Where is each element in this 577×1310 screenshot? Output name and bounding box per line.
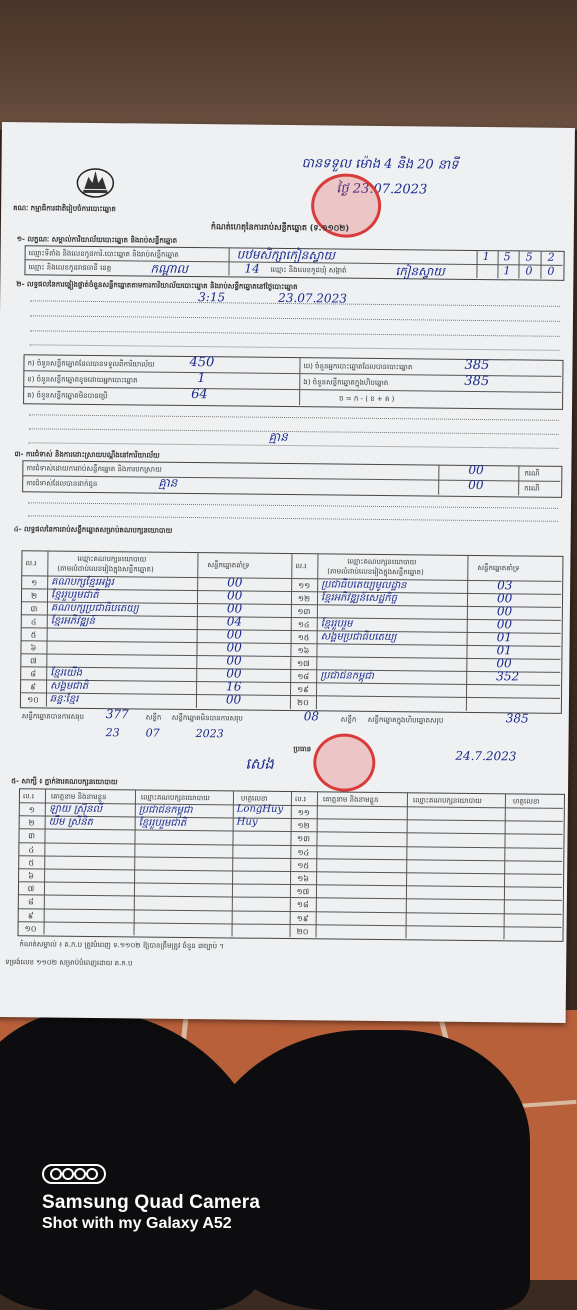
w-left-col-no: ល.រ bbox=[22, 792, 35, 801]
party-row-votes: 01 bbox=[496, 643, 512, 658]
witness-row-sign: Huy bbox=[236, 816, 258, 828]
total-valid-label: សន្លឹកឆ្នោតបានការសរុប bbox=[21, 712, 85, 721]
angkor-emblem-icon bbox=[74, 163, 116, 199]
witness-row-name: ឡាយ ស្រ៊ុនលី bbox=[48, 803, 103, 816]
line-e-value: 385 bbox=[464, 373, 490, 390]
left-col-votes: សន្លឹកឆ្នោតគាំទ្រ bbox=[207, 561, 250, 570]
party-row-name: គណបក្សខ្មែរអង្គរ bbox=[51, 576, 115, 589]
witness-row-no: ១៨ bbox=[296, 900, 309, 910]
witness-row-no: ២០ bbox=[296, 926, 309, 937]
total-invalid-unit: សន្លឹក bbox=[340, 715, 357, 724]
party-row-votes: 03 bbox=[497, 578, 513, 593]
witness-row-party: ខ្មែររួបរួមជាតិ bbox=[138, 817, 187, 830]
line-c-label: គ) ចំនួនសន្លឹកឆ្នោតមិនបានប្រើ bbox=[27, 391, 108, 401]
witness-row-no: ៥ bbox=[28, 858, 35, 868]
party-row-name: ខ្មែររួបរួម bbox=[320, 618, 353, 630]
line-f-formula: ច = ក - ( ខ + គ ) bbox=[339, 394, 395, 404]
w-right-col-sign: ហត្ថលេខា bbox=[512, 797, 540, 806]
location-value: បឋមសិក្សាកៀនស្វាយ bbox=[236, 247, 336, 263]
party-row-votes: 00 bbox=[496, 617, 513, 632]
commune-code-2: 0 bbox=[525, 264, 533, 278]
party-row-name: គណបក្សប្រជាធិបតេយ្យ bbox=[50, 602, 139, 615]
witness-row-no: ២ bbox=[28, 818, 35, 828]
party-row-name: ខ្មែរអភិវឌ្ឍន៍សេដ្ឋកិច្ច bbox=[320, 592, 398, 605]
party-row-votes: 00 bbox=[226, 588, 243, 603]
witness-row-no: ១ bbox=[28, 805, 35, 815]
party-row-no: ១៩ bbox=[297, 685, 309, 695]
line-e-label: ង) ចំនួនសន្លឹកឆ្នោតក្នុងហិបឆ្នោត bbox=[303, 378, 389, 388]
right-date: 24.7.2023 bbox=[455, 748, 517, 764]
party-row-no: ១៣ bbox=[297, 607, 311, 617]
party-row-votes: 00 bbox=[226, 601, 243, 616]
total-valid-value: 377 bbox=[105, 707, 129, 722]
party-row-no: ៤ bbox=[30, 617, 37, 627]
election-count-form bbox=[0, 122, 575, 1023]
witness-row-name: យឹម ស្រីនិត bbox=[48, 816, 93, 829]
complaint-row2-hand: គ្មាន bbox=[158, 475, 178, 490]
line-b-label: ខ) ចំនួនសន្លឹកឆ្នោតខូចដោយអ្នកបោះឆ្នោត bbox=[27, 375, 138, 385]
total-box-label: សន្លឹកឆ្នោតក្នុងហិបឆ្នោតសរុប bbox=[367, 715, 444, 725]
witness-row-no: ១៣ bbox=[297, 834, 310, 844]
party-row-name: ឆន្ទៈខ្មែរ bbox=[49, 693, 79, 705]
party-row-no: ៨ bbox=[30, 669, 37, 679]
date-day: 23 bbox=[105, 726, 120, 740]
line-d-label: ឃ) ចំនួនអ្នកបោះឆ្នោតដែលបានបោះឆ្នោត bbox=[303, 362, 413, 372]
total-invalid-label: សន្លឹកឆ្នោតមិនបានការសរុប bbox=[171, 713, 243, 723]
right-col-party-sub: (តាមលំដាប់លេខរៀងក្នុងសន្លឹកឆ្នោត) bbox=[327, 567, 424, 577]
location-code-4: 2 bbox=[547, 250, 555, 264]
party-row-no: ១៦ bbox=[297, 646, 310, 656]
witness-row-no: ៤ bbox=[28, 844, 35, 854]
party-row-no: ១ bbox=[31, 578, 38, 588]
province-value: កណ្ដាល bbox=[150, 261, 189, 276]
party-row-votes: 00 bbox=[226, 666, 242, 681]
w-right-col-no: ល.រ bbox=[294, 795, 307, 804]
party-row-votes: 00 bbox=[496, 591, 513, 606]
camera-brand: Samsung Quad Camera bbox=[42, 1192, 261, 1213]
witness-row-no: ១៦ bbox=[297, 874, 309, 884]
right-col-party: ឈ្មោះគណបក្សនយោបាយ bbox=[347, 557, 417, 567]
party-row-no: ៧ bbox=[30, 656, 37, 666]
w-right-col-name: គោត្តនាម និងនាមខ្លួន bbox=[322, 795, 379, 804]
left-col-no: ល.រ bbox=[25, 559, 37, 568]
w-left-col-sign: ហត្ថលេខា bbox=[240, 794, 268, 803]
party-row-votes: 00 bbox=[496, 656, 512, 671]
location-code-2: 5 bbox=[503, 250, 511, 264]
party-row-no: ២ bbox=[30, 591, 38, 601]
party-row-votes: 01 bbox=[496, 630, 512, 645]
location-label: ឈ្មោះទីតាំង និងលេខកូដការិ.បោះឆ្នោត និងរាប់សន្លឹកឆ្នោត bbox=[28, 249, 179, 259]
party-row-votes: 352 bbox=[496, 669, 520, 684]
witness-row-no: ១៥ bbox=[297, 860, 310, 871]
chief-red-stamp bbox=[313, 733, 376, 792]
party-row-no: ២០ bbox=[297, 698, 309, 708]
quad-camera-icon bbox=[42, 1164, 106, 1184]
party-row-votes: 04 bbox=[226, 614, 243, 629]
party-row-votes: 00 bbox=[225, 692, 242, 707]
province-label: ឈ្មោះ និងលេខកូដរាជធានី ខេត្ត bbox=[28, 263, 112, 273]
section1-title: ១- លក្ខណៈ សម្គាល់ការិយាល័យបោះឆ្នោត និងរាប់សន្លឹកឆ្នោត bbox=[16, 235, 178, 245]
line-d-value: 385 bbox=[464, 357, 490, 374]
witness-row-no: ៨ bbox=[27, 897, 34, 907]
section4-title: ៤- លទ្ធផលនៃការរាប់សន្លឹកឆ្នោតសម្រាប់គណបក្សនយោបាយ bbox=[13, 525, 173, 535]
party-row-name: សង្គមជាតិ bbox=[50, 680, 89, 692]
complaint-row1-value: 00 bbox=[468, 462, 484, 478]
w-left-col-name: គោត្តនាម និងនាមខ្លួន bbox=[50, 792, 107, 802]
line-a-label: ក) ចំនួនសន្លឹកឆ្នោតដែលបានទទួលពីការិយាល័យ bbox=[27, 359, 155, 369]
province-code: 14 bbox=[244, 261, 260, 276]
party-row-votes: 00 bbox=[227, 575, 243, 590]
party-row-votes: 00 bbox=[496, 604, 513, 619]
complaint-row2-unit: ករណី bbox=[524, 484, 540, 493]
commune-label: ឈ្មោះ និងលេខកូដឃុំ សង្កាត់ bbox=[270, 265, 347, 275]
complaint-row2-value: 00 bbox=[468, 477, 484, 493]
footer-note: កំណត់សម្គាល់ ៖ គ.ក.ប ត្រូវបំពេញ ទ.១១០២ ឱ្យបានត្រឹមត្រូវ ចំនួន ៣ច្បាប់ ។ bbox=[19, 940, 224, 951]
person-leg bbox=[200, 1030, 530, 1310]
party-row-no: ១៨ bbox=[297, 672, 310, 682]
line-b-value: 1 bbox=[197, 371, 206, 387]
complaint-row2-label: ការជំទាស់ដែលបានដាក់ជូន bbox=[26, 479, 98, 489]
location-code-1: 1 bbox=[482, 250, 490, 264]
party-row-no: ១៧ bbox=[296, 659, 310, 669]
chief-label: ប្រធាន bbox=[293, 745, 312, 754]
form-title: កំណត់ហេតុនៃការរាប់សន្លឹកឆ្នោត (ទ.១១០២) bbox=[210, 222, 350, 233]
line-a-value: 450 bbox=[189, 354, 215, 371]
witness-row-no: ១១ bbox=[297, 808, 310, 818]
party-row-votes: 16 bbox=[226, 679, 242, 694]
w-right-col-party: ឈ្មោះគណបក្សនយោបាយ bbox=[412, 796, 482, 806]
party-row-no: ១២ bbox=[297, 594, 311, 604]
total-valid-unit: សន្លឹក bbox=[145, 713, 162, 722]
camera-device: Shot with my Galaxy A52 bbox=[42, 1215, 232, 1232]
witness-row-no: ៧ bbox=[27, 884, 35, 894]
witness-row-sign: LongHuy bbox=[236, 803, 284, 815]
footer-code: ទម្រង់លេខ ១១០២ សម្រាប់បំពេញដោយ គ.ក.ប bbox=[5, 958, 133, 968]
party-row-name: ខ្មែរអភិវឌ្ឍន៍ bbox=[50, 615, 96, 628]
party-row-name: សង្គមប្រជាធិបតេយ្យ bbox=[320, 631, 397, 644]
party-row-no: ១៤ bbox=[297, 620, 310, 630]
wooden-table-background bbox=[0, 0, 577, 130]
w-left-col-party: ឈ្មោះគណបក្សនយោបាយ bbox=[140, 793, 210, 803]
witness-row-no: ១០ bbox=[24, 924, 37, 934]
section2-title: ២- លទ្ធផលនៃការផ្ទៀងផ្ទាត់ចំនួនសន្លឹកឆ្នោតតាមការការិយាល័យបោះឆ្នោត និងរាប់សន្លឹកឆ្នោតនៅថ្ងៃបោះឆ្នោត bbox=[16, 280, 298, 292]
party-row-no: ១១ bbox=[298, 581, 311, 591]
witness-row-no: ៦ bbox=[28, 871, 34, 881]
witness-row-no: ១៧ bbox=[296, 887, 310, 897]
witness-row-no: ១៤ bbox=[297, 847, 310, 857]
left-col-party-sub: (តាមលំដាប់លេខរៀងក្នុងសន្លឹកឆ្នោត) bbox=[57, 564, 154, 574]
chief-signature: សេង bbox=[245, 754, 274, 773]
witness-row-party: ប្រជាជនកម្ពុជា bbox=[138, 804, 193, 817]
party-row-no: ១៥ bbox=[297, 633, 310, 643]
party-row-votes: 00 bbox=[226, 653, 242, 668]
party-row-name: ប្រជាជនកម្ពុជា bbox=[320, 670, 375, 682]
location-code-3: 5 bbox=[525, 250, 533, 264]
right-col-no: ល.រ bbox=[295, 562, 307, 571]
commune-code-1: 1 bbox=[503, 264, 511, 278]
commune-value: កៀនស្វាយ bbox=[395, 264, 445, 279]
section2-hand-note: គ្មាន bbox=[268, 429, 288, 445]
party-row-no: ៦ bbox=[30, 643, 37, 653]
total-box-value: 385 bbox=[505, 711, 529, 726]
complaint-row1-label: ការជំទាស់ដោយការរាប់សន្លឹកឆ្នោត និងការបកស្រាយ bbox=[26, 464, 162, 474]
received-date: ថ្ងៃ 23.07.2023 bbox=[336, 181, 428, 198]
complaint-row1-unit: ករណី bbox=[524, 469, 540, 478]
left-col-party: ឈ្មោះគណបក្សនយោបាយ bbox=[77, 554, 147, 564]
date-month: 07 bbox=[145, 726, 160, 740]
committee-header: គណៈ កម្មាធិការជាតិរៀបចំការបោះឆ្នោត bbox=[13, 204, 116, 214]
witness-row-no: ៩ bbox=[27, 910, 34, 920]
party-row-no: ៥ bbox=[30, 630, 37, 640]
party-row-votes: 00 bbox=[226, 627, 243, 642]
party-row-no: ១០ bbox=[27, 695, 39, 705]
received-note: បានទទួល ម៉ោង 4 និង 20 នាទី bbox=[301, 156, 459, 173]
opening-time: 3:15 bbox=[198, 290, 226, 305]
right-col-votes: សន្លឹកឆ្នោតគាំទ្រ bbox=[477, 564, 520, 573]
witness-row-no: ១៩ bbox=[296, 913, 309, 923]
witness-row-no: ៣ bbox=[28, 831, 35, 841]
section3-title: ៣- ការជំទាស់ និងការដោះស្រាយបណ្ដឹងនៅការិយាល័យ bbox=[14, 450, 160, 460]
witness-row-no: ១២ bbox=[297, 821, 310, 831]
party-row-no: ៩ bbox=[30, 682, 36, 692]
date-year: 2023 bbox=[195, 727, 224, 741]
total-invalid-value: 08 bbox=[303, 709, 320, 724]
party-row-votes: 00 bbox=[226, 640, 242, 655]
party-row-name: ខ្មែរយើង bbox=[50, 667, 83, 679]
commune-code-3: 0 bbox=[547, 264, 555, 278]
party-row-no: ៣ bbox=[30, 604, 38, 614]
section5-title: ៥- សាក្សី ៖ ភ្នាក់ងារគណបក្សនយោបាយ bbox=[11, 777, 118, 787]
party-row-name: ប្រជាធិបតេយ្យមូលដ្ឋាន bbox=[321, 579, 407, 592]
opening-date: 23.07.2023 bbox=[278, 290, 347, 306]
line-c-value: 64 bbox=[191, 386, 208, 403]
party-row-name: ខ្មែររួបរួមជាតិ bbox=[50, 589, 99, 602]
